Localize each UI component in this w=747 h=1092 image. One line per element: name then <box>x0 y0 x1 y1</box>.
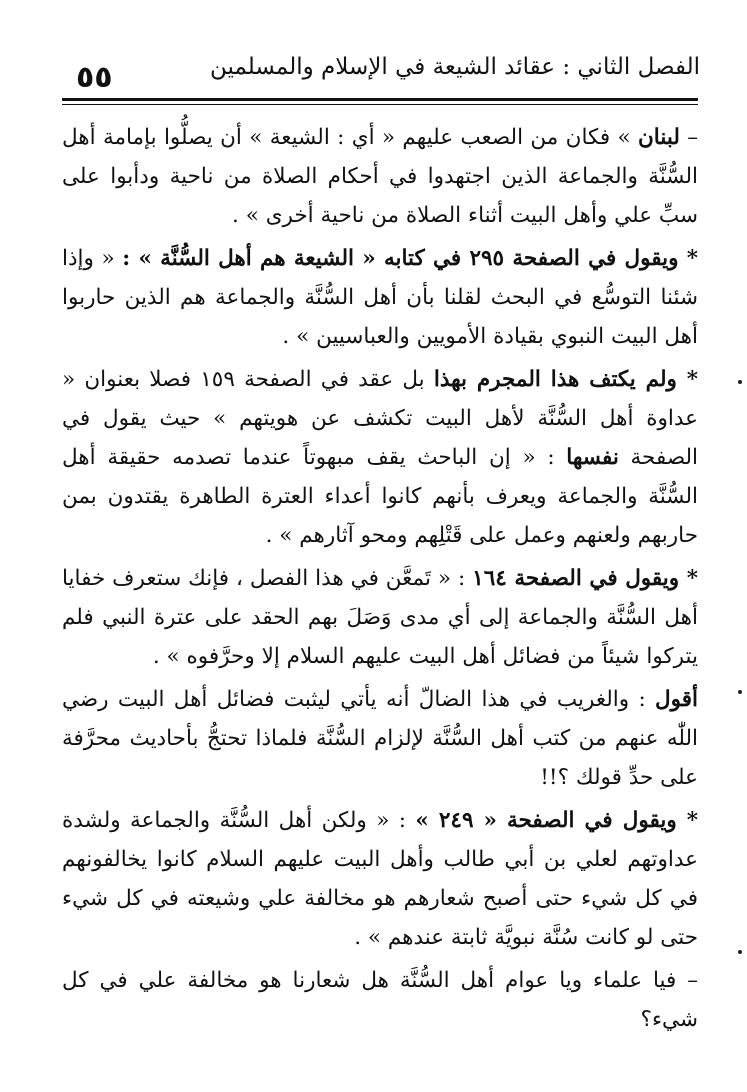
text-segment: : والغريب في هذا الضالّ أنه يأتي ليثبت فضائل أهل البيت رضي اللّٰه عنهم من كتب أهل السُّنَّة لإلزام السُّنَّة فلماذا تحتجُّ بأحاديث محرَّفة على حدِّ قولك ؟!! <box>62 687 698 790</box>
margin-mark <box>738 380 742 384</box>
paragraph-p1 <box>62 118 698 235</box>
bold-segment: أقول <box>655 687 698 712</box>
text-segment: – <box>679 125 698 150</box>
bold-segment: نفسها <box>566 445 619 470</box>
header-rule <box>62 98 698 101</box>
bold-segment: * ولم يكتف هذا المجرم بهذا <box>433 367 698 392</box>
paragraph-p2 <box>62 239 698 356</box>
paragraph-p3 <box>62 360 698 555</box>
header-rule-thin <box>62 104 698 105</box>
body-text <box>62 118 698 1043</box>
paragraph-p5 <box>62 680 698 797</box>
paragraph-p7 <box>62 961 698 1039</box>
text-segment: : « ولكن أهل السُّنَّة والجماعة ولشدة عداوتهم لعلي بن أبي طالب وأهل البيت عليهم السلام كانوا يخالفونهم في كل شيء حتى أصبح شعارهم هو مخالفة علي وشيعته في كل شيء حتى لو كانت سُنَّة نبويَّة ثابتة عندهم » . <box>62 808 698 950</box>
bold-segment: * ويقول في الصفحة ١٦٤ <box>472 566 698 591</box>
text-segment: – فيا علماء ويا عوام أهل السُّنَّة هل شعارنا هو مخالفة علي في كل شيء؟ <box>62 968 698 1032</box>
page-number: ٥٥ <box>76 60 113 95</box>
margin-mark <box>738 690 742 694</box>
bold-segment: * ويقول في الصفحة ٢٩٥ في كتابه « الشيعة هم أهل السُّنَّة » : <box>122 246 698 271</box>
text-segment: : « إن الباحث يقف مبهوتاً عندما تصدمه حقيقة أهل السُّنَّة والجماعة ويعرف بأنهم كانوا أعداء العترة الطاهرة يقتدون بمن حاربهم ولعنهم وعمل على قَتْلِهم ومحو آثارهم » . <box>62 445 698 548</box>
text-segment: « وإذا شئنا التوسُّع في البحث لقلنا بأن أهل السُّنَّة والجماعة هم الذين حاربوا أهل البيت النبوي بقيادة الأمويين والعباسيين » . <box>62 246 698 349</box>
text-segment: بل عقد في الصفحة ١٥٩ فصلا بعنوان « عداوة أهل السُّنَّة لأهل البيت تكشف عن هويتهم » حيث يقول في الصفحة <box>62 367 698 470</box>
header-title: الفصل الثاني : عقائد الشيعة في الإسلام والمسلمين <box>210 54 700 80</box>
text-segment: : « تَمعَّن في هذا الفصل ، فإنك ستعرف خفايا أهل السُّنَّة والجماعة إلى أي مدى وَصَلَ بهم الحقد على عترة النبي فلم يتركوا شيئاً من فضائل أهل البيت عليهم السلام إلا وحرَّفوه » . <box>62 566 698 669</box>
paragraph-p4 <box>62 559 698 676</box>
paragraph-p6 <box>62 801 698 957</box>
text-segment: » فكان من الصعب عليهم « أي : الشيعة » أن يصلُّوا بإمامة أهل السُّنَّة والجماعة الذين اجتهدوا في أحكام الصلاة من ناحية ودأبوا على سبِّ علي وأهل البيت أثناء الصلاة من ناحية أخرى » . <box>62 125 698 228</box>
bold-segment: لبنان <box>638 125 680 150</box>
bold-segment: * ويقول في الصفحة « ٢٤٩ » <box>415 808 698 833</box>
margin-mark <box>738 950 742 954</box>
